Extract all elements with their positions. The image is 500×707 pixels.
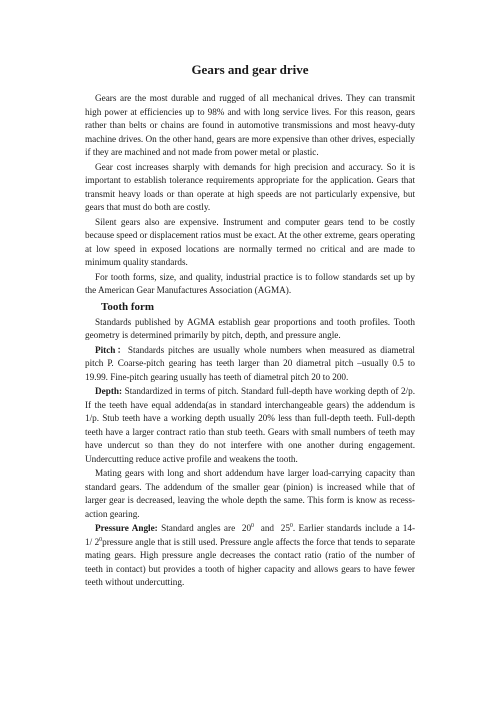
depth-text: Standardized in terms of pitch. Standard full-depth have working depth of 2/p. If the teeth have equal addenda(as in standard interchangeable gears) the addendum is 1/p. Stub teeth have a working depth usually 20% less than full-depth teeth. Full-depth teeth have a larger contract ratio than stub teeth. Gears with small numbers of teeth may have undercut so than they do not interfere with one another during engagement. Undercutting reduce active profile and weakens the tooth. [85, 386, 416, 464]
pressure-angle-value-2: 25 [280, 523, 290, 533]
intro-paragraph-4: For tooth forms, size, and quality, industrial practice is to follow standards set up by the American Gear Manufactures Association (AGMA). [85, 271, 415, 295]
intro-paragraph-3: Silent gears also are expensive. Instrument and computer gears tend to be costly because speed or displacement ratios must be exact. At the other extreme, gears operating at low speed in exposed locations are normally termed no critical and are made to minimum quality standards. [85, 216, 415, 267]
document-title: Gears and gear drive [191, 62, 309, 77]
intro-paragraph-1: Gears are the most durable and rugged of all mechanical drives. They can transmit high power at efficiencies up to 98% and with long service lives. For this reason, gears rather than belts or chains are found in automotive transmissions and most heavy-duty machine drives. On the other hand, gears are more expensive than other drives, especially if they are machined and not made from power metal or plastic. [85, 93, 415, 157]
pitch-paragraph [85, 344, 415, 385]
intro-paragraph-2: Gear cost increases sharply with demands for high precision and accuracy. So it is important to establish tolerance requirements appropriate for the application. Gears that transmit heavy loads or than operate at high speeds are not particularly expensive, but gears that must do both are costly. [85, 161, 415, 212]
pressure-angle-value-1: 20 [241, 523, 252, 533]
pressure-angle-text-d: pressure angle that is still used. Pressure angle affects the force that tends to separate mating gears. High pressure angle decreases the contact ratio (ratio of the number of teeth in contact) but provides a tooth of higher capacity and allows gears to have fewer teeth without undercutting. [85, 536, 415, 587]
pressure-angle-value-3: 2 [94, 536, 100, 547]
degree-mark-1: 0 [251, 522, 255, 529]
pressure-angle-text-a: Standard angles are [161, 523, 236, 533]
tooth-form-intro-paragraph: Standards published by AGMA establish gear proportions and tooth profiles. Tooth geometry is determined primarily by pitch, depth, and pressure angle. [85, 316, 415, 340]
addendum-paragraph: Mating gears with long and short addendum have larger load-carrying capacity than standard gears. The addendum of the smaller gear (pinion) is increased while that of larger gear is decreased, leaving the whole depth the same. This form is know as recess-action gearing. [85, 468, 415, 519]
depth-paragraph [85, 385, 415, 466]
degree-mark-3: 0 [99, 536, 103, 543]
pressure-angle-label: Pressure Angle: [95, 523, 158, 533]
section-heading-tooth-form: Tooth form [101, 300, 155, 313]
pitch-text: Standards pitches are usually whole numbers when measured as diametral pitch P. Coarse-pitch gearing has teeth larger than 20 diametral pitch –usually 0.5 to 19.99. Fine-pitch gearing usually has teeth of diametral pitch 20 to 200. [85, 344, 415, 382]
degree-mark-2: 0 [289, 522, 293, 529]
pressure-angle-text-b: and [260, 523, 275, 533]
document-body [85, 92, 415, 590]
depth-label: Depth: [95, 386, 123, 396]
pressure-angle-paragraph [85, 522, 415, 590]
pitch-label: Pitch： [95, 344, 128, 355]
pressure-angle-text-c: . Earlier standards include a 14-1/ [85, 523, 416, 547]
